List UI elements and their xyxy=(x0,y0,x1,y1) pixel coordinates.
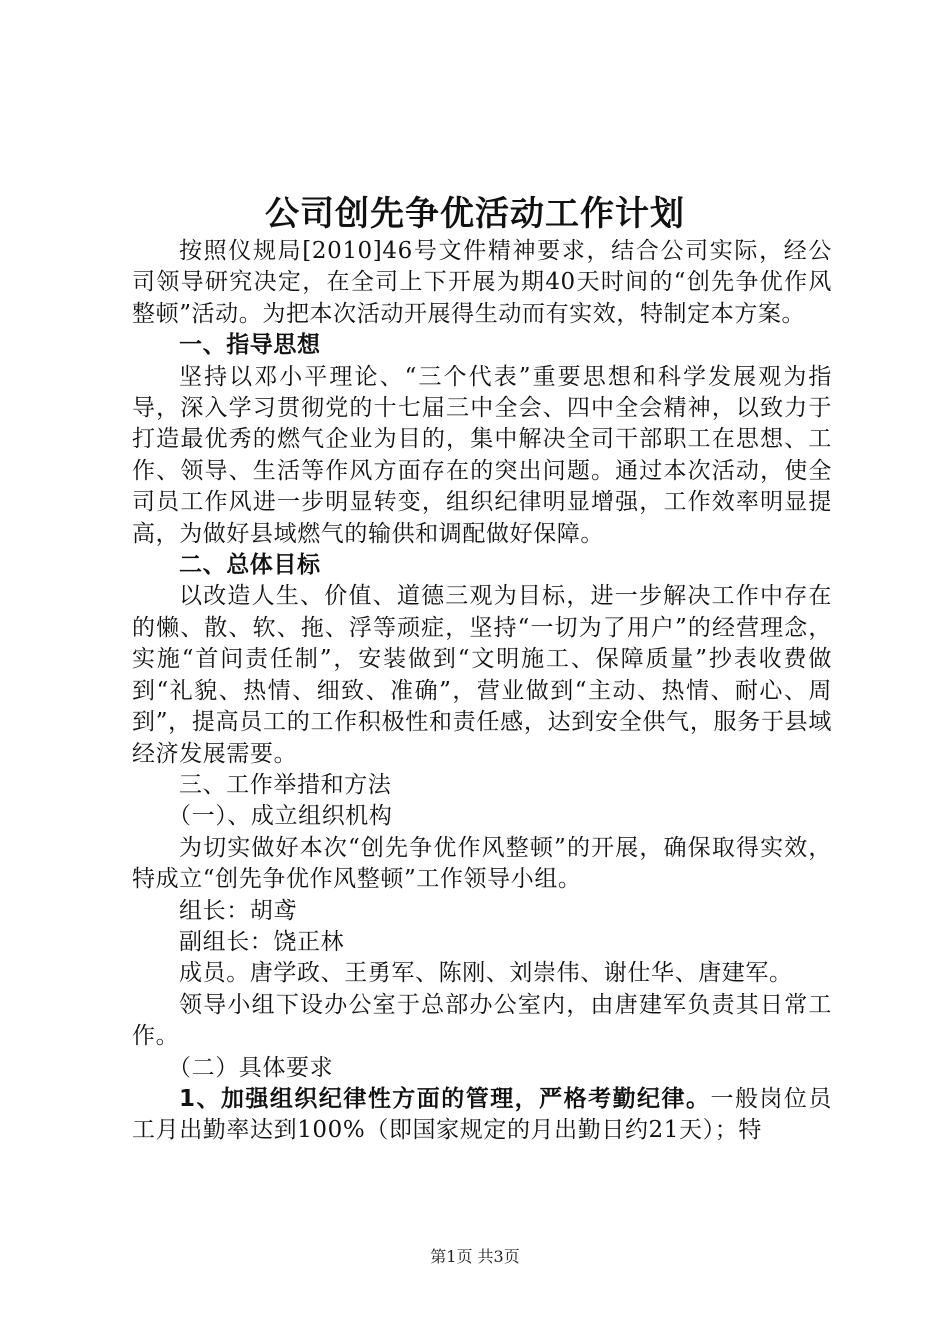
section-paragraph-overall-goal: 以改造人生、价值、道德三观为目标，进一步解决工作中存在的懒、散、软、拖、浮等顽症，坚持“一切为了用户”的经营理念，实施“首问责任制”，安装做到“文明施工、保障质量”抄表收费做到“礼貌、热情、细致、准确”，营业做到“主动、热情、耐心、周到”，提高员工的工作积极性和责任感，达到安全供气，服务于县域经济发展需要。 xyxy=(132,583,832,767)
deputy-leader-line: 副组长：饶正林 xyxy=(179,928,345,955)
page-number-footer: 第1页 共3页 xyxy=(430,1247,520,1266)
document-body xyxy=(132,236,832,1147)
subsection-heading-requirements: （二）具体要求 xyxy=(168,1054,334,1081)
section-paragraph-guiding-thought: 坚持以邓小平理论、“三个代表”重要思想和科学发展观为指导，深入学习贯彻党的十七届三中全会、四中全会精神，以致力于打造最优秀的燃气企业为目的，集中解决全司干部职工在思想、工作、领导、生活等作风方面存在的突出问题。通过本次活动，使全司员工作风进一步明显转变，组织纪律明显增强，工作效率明显提高，为做好县域燃气的输供和调配做好保障。 xyxy=(132,363,832,547)
leader-line: 组长：胡鸢 xyxy=(179,897,297,924)
members-line: 成员。唐学政、王勇军、陈刚、刘崇伟、谢仕华、唐建军。 xyxy=(179,960,793,987)
requirement-1-lead: 1、加强组织纪律性方面的管理，严格考勤纪律。 xyxy=(179,1085,711,1112)
subsection-paragraph-organization: 为切实做好本次“创先争优作风整顿”的开展，确保取得实效，特成立“创先争优作风整顿”工作领导小组。 xyxy=(132,834,832,893)
subsection-heading-organization: （一）、成立组织机构 xyxy=(168,803,393,830)
office-paragraph: 领导小组下设办公室于总部办公室内，由唐建军负责其日常工作。 xyxy=(132,991,832,1050)
section-heading-overall-goal: 二、总体目标 xyxy=(179,552,321,579)
document-title: 公司创先争优活动工作计划 xyxy=(265,194,685,234)
intro-paragraph: 按照仪规局[2010]46号文件精神要求，结合公司实际，经公司领导研究决定，在全司上下开展为期40天时间的“创先争优作风整顿”活动。为把本次活动开展得生动而有实效，特制定本方案。 xyxy=(132,238,832,327)
section-heading-measures: 三、工作举措和方法 xyxy=(179,771,392,798)
section-heading-guiding-thought: 一、指导思想 xyxy=(179,332,321,359)
requirement-paragraph-1 xyxy=(132,1084,832,1147)
requirement-1-text: 一般岗位员工月出勤率达到100%（即国家规定的月出勤日约21天）；特 xyxy=(132,1085,832,1144)
